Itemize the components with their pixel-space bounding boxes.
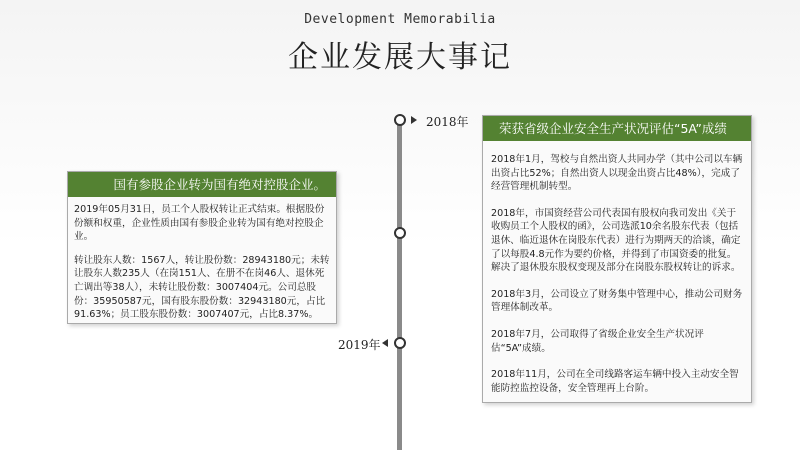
event-card-right-title: 荣获省级企业安全生产状况评估“5A”成绩 bbox=[483, 116, 751, 141]
page-title: 企业发展大事记 bbox=[288, 40, 512, 75]
timeline-node-2019 bbox=[394, 337, 406, 349]
event-paragraph: 2018年，市国资经营公司代表国有股权向我司发出《关于收购员工个人股权的函》，公司选派10余名股东代表（包括退休、临近退休在岗股东代表）进行为期两天的洽谈，确定了以每股4.8元作为要约价格，并得到了市国资委的批复。解决了退休股东股权变现及部分在岗股东股权转让的诉求。 bbox=[491, 207, 741, 274]
event-card-left bbox=[67, 171, 337, 324]
event-card-right-body bbox=[483, 141, 751, 412]
event-paragraph: 转让股东人数：1567人，转让股份数：28943180元；未转让股东人数235人（在岗151人、在册不在岗46人、退休死亡调出等38人），未转让股份数：3007404元。公司总股份：35950587元，国有股东股份数：32943180元，占比91.63%；员工股东股份数：3007407元，占比8.37%。 bbox=[74, 254, 330, 321]
event-paragraph: 2019年05月31日，员工个人股权转让正式结束。根据股份份额和权重，企业性质由国有参股企业转为国有绝对控股企业。 bbox=[74, 204, 325, 243]
timeline-line bbox=[397, 122, 402, 450]
year-label-2019: 2019年 bbox=[338, 338, 381, 352]
timeline-node-2018 bbox=[394, 114, 406, 126]
arrow-left-icon bbox=[382, 339, 388, 347]
page-subtitle: Development Memorabilia bbox=[304, 12, 496, 27]
event-paragraph: 2018年3月，公司设立了财务集中管理中心，推动公司财务管理体制改革。 bbox=[491, 288, 743, 314]
year-label-2018: 2018年 bbox=[426, 115, 469, 129]
arrow-right-icon bbox=[411, 116, 417, 124]
event-paragraph: 2018年1月，驾校与自然出资人共同办学（其中公司以车辆出资占比52%；自然出资人以现金出资占比48%），完成了经营管理机制转型。 bbox=[491, 154, 743, 193]
event-card-left-title: 国有参股企业转为国有绝对控股企业。 bbox=[68, 172, 336, 197]
event-paragraph: 2018年7月，公司取得了省级企业安全生产状况评估“5A”成绩。 bbox=[491, 328, 704, 354]
event-card-right bbox=[482, 115, 752, 403]
event-paragraph: 2018年11月，公司在全司线路客运车辆中投入主动安全智能防控监控设备，安全管理再上台阶。 bbox=[491, 369, 739, 394]
timeline-node-middle bbox=[394, 227, 406, 239]
event-card-left-body bbox=[68, 197, 336, 336]
